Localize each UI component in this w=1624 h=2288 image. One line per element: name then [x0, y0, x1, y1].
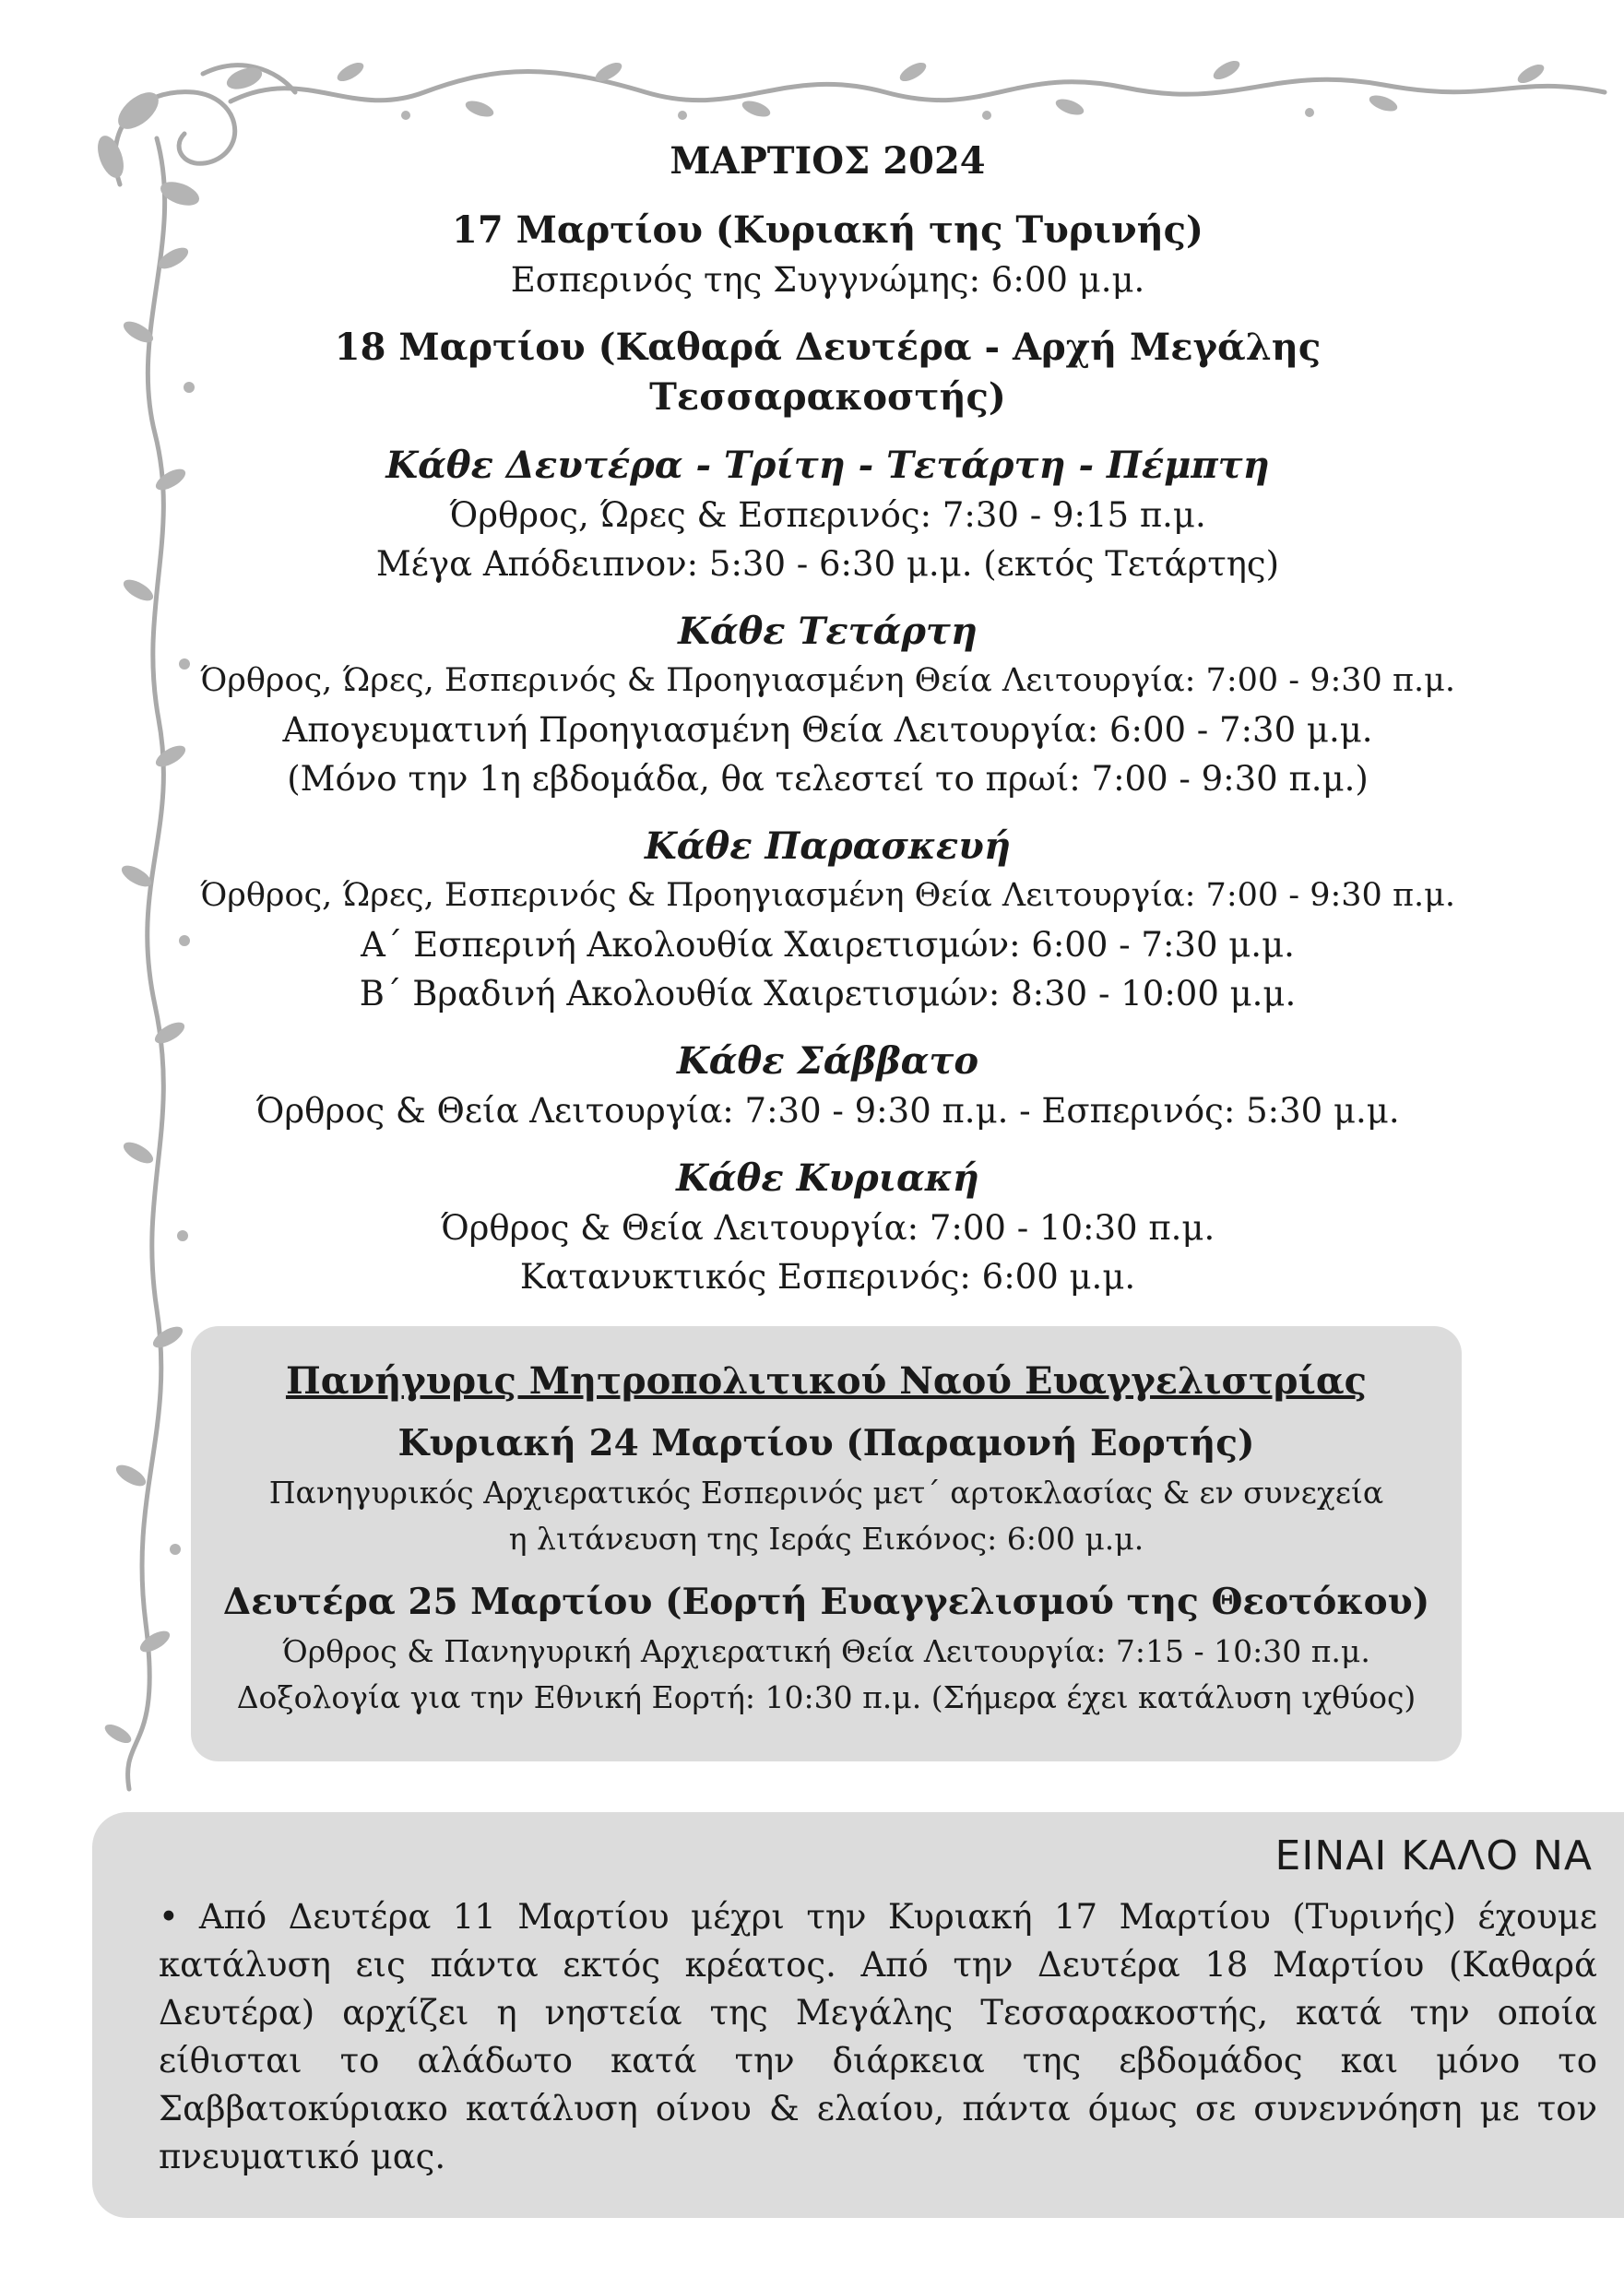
section-clean-monday [157, 323, 1499, 422]
schedule-line: Β΄ Βραδινή Ακολουθία Χαιρετισμών: 8:30 - 10:00 μ.μ. [359, 974, 1297, 1014]
feast-line: η λιτάνευση της Ιεράς Εικόνος: 6:00 μ.μ. [508, 1521, 1144, 1557]
schedule-line: Κατανυκτικός Εσπερινός: 6:00 μ.μ. [519, 1257, 1136, 1297]
schedule-line: Μέγα Απόδειπνον: 5:30 - 6:30 μ.μ. (εκτός Τετάρτης) [375, 544, 1280, 584]
section-heading: 17 Μαρτίου (Κυριακή της Τυρινής) [452, 208, 1203, 252]
section-heading: Κάθε Τετάρτη [678, 610, 978, 653]
section-heading: Κάθε Δευτέρα - Τρίτη - Τετάρτη - Πέμπτη [385, 444, 1270, 487]
feast-panel [191, 1326, 1462, 1761]
good-to-know-text: Από Δευτέρα 11 Μαρτίου μέχρι την Κυριακή 17 Μαρτίου (Τυρινής) έχουμε κατάλυση εις πάντα εκτός κρέατος. Από την Δευτέρα 18 Μαρτίου (Καθαρά Δευτέρα) αρχίζει η νηστεία της Μεγάλης Τεσσαρακοστής, κατά την οποία είθισται το αλάδωτο κατά την διάρκεια της εβδομάδος και μόνο το Σαββατοκύριακο κατάλυση οίνου & ελαίου, πάντα όμως σε συνεννόηση με τον πνευματικό μας. [159, 1897, 1597, 2176]
schedule-line: Όρθρος, Ώρες, Εσπερινός & Προηγιασμένη Θεία Λειτουργία: 7:00 - 9:30 π.μ. [200, 877, 1455, 914]
section-cheesefare-sunday [157, 206, 1499, 304]
section-heading: Κάθε Σάββατο [676, 1039, 979, 1083]
feast-day-heading: Δευτέρα 25 Μαρτίου (Εορτή Ευαγγελισμού της Θεοτόκου) [222, 1581, 1430, 1623]
schedule-line: Απογευματινή Προηγιασμένη Θεία Λειτουργία: 6:00 - 7:30 μ.μ. [282, 710, 1373, 750]
schedule-line: Όρθρος, Ώρες & Εσπερινός: 7:30 - 9:15 π.μ. [449, 495, 1206, 535]
schedule-line: (Μόνο την 1η εβδομάδα, θα τελεστεί το πρωί: 7:00 - 9:30 π.μ.) [287, 759, 1369, 799]
feast-line: Όρθρος & Πανηγυρική Αρχιερατική Θεία Λειτουργία: 7:15 - 10:30 π.μ. [282, 1633, 1370, 1669]
section-wednesday [157, 607, 1499, 803]
schedule-line: Όρθρος, Ώρες, Εσπερινός & Προηγιασμένη Θεία Λειτουργία: 7:00 - 9:30 π.μ. [200, 662, 1455, 699]
feast-line: Δοξολογία για την Εθνική Εορτή: 10:30 π.μ. (Σήμερα έχει κατάλυση ιχθύος) [236, 1679, 1417, 1715]
section-heading: Κάθε Κυριακή [676, 1156, 979, 1200]
section-sunday [157, 1154, 1499, 1301]
schedule-line: Εσπερινός της Συγγνώμης: 6:00 μ.μ. [510, 260, 1145, 300]
bullet-icon: • [159, 1897, 179, 1937]
feast-line: Πανηγυρικός Αρχιερατικός Εσπερινός μετ΄ αρτοκλασίας & εν συνεχεία [268, 1475, 1384, 1511]
page-title: ΜΑΡΤΙΟΣ 2024 [670, 139, 986, 183]
schedule-line: Όρθρος & Θεία Λειτουργία: 7:30 - 9:30 π.μ. - Εσπερινός: 5:30 μ.μ. [255, 1091, 1400, 1131]
schedule-line: Όρθρος & Θεία Λειτουργία: 7:00 - 10:30 π.μ. [440, 1208, 1215, 1248]
section-mon-thu [157, 441, 1499, 588]
section-heading: 18 Μαρτίου (Καθαρά Δευτέρα - Αρχή Μεγάλης Τεσσαρακοστής) [334, 326, 1322, 419]
section-saturday [157, 1037, 1499, 1135]
section-friday [157, 822, 1499, 1018]
good-to-know-title: ΕΙΝΑΙ ΚΑΛΟ ΝΑ [1274, 1832, 1593, 1879]
schedule-content [157, 134, 1499, 1320]
feast-day-heading: Κυριακή 24 Μαρτίου (Παραμονή Εορτής) [397, 1422, 1255, 1464]
good-to-know-panel [92, 1812, 1624, 2218]
good-to-know-text-block [159, 1893, 1597, 2181]
feast-title: Πανήγυρις Μητροπολιτικού Ναού Ευαγγελιστρίας [285, 1359, 1368, 1403]
schedule-line: Α΄ Εσπερινή Ακολουθία Χαιρετισμών: 6:00 - 7:30 μ.μ. [361, 925, 1295, 965]
section-heading: Κάθε Παρασκευή [644, 824, 1012, 868]
